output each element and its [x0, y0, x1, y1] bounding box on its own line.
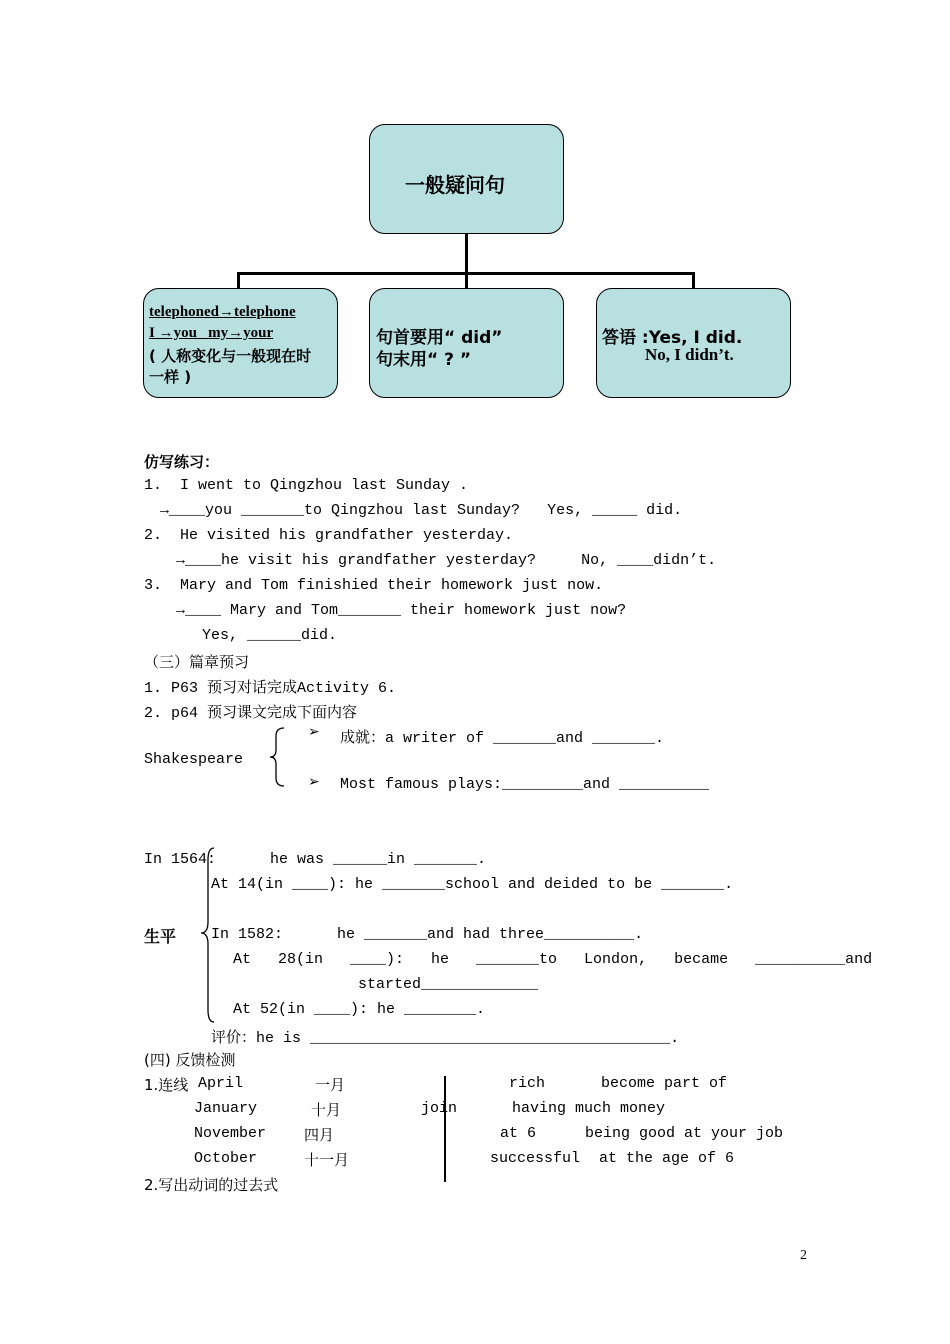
- connector-middle: [465, 272, 468, 289]
- life-line-2: At 14(in ____): he _______school and deided to be _______.: [211, 876, 734, 893]
- practice-line-2: →____you _______to Qingzhou last Sunday? Yes, _____ did.: [160, 502, 683, 519]
- practice-line-7: Yes, ______did.: [202, 627, 338, 644]
- practice-line-4: →____he visit his grandfather yesterday? No, ____didn’t.: [176, 552, 717, 569]
- shakespeare-label: Shakespeare: [144, 751, 244, 768]
- preview-item-2: 2. p64 预习课文完成下面内容: [144, 705, 358, 722]
- phrase-being-good-at-job: being good at your job: [585, 1125, 784, 1142]
- phrase-at-the-age-of-6: at the age of 6: [599, 1150, 735, 1167]
- middle-line-1: 句首要用“ did”: [376, 328, 503, 348]
- bullet-arrow-icon: ➢: [308, 774, 320, 790]
- divider-line: [444, 1076, 446, 1182]
- practice-line-3: 2. He visited his grandfather yesterday.: [144, 527, 514, 544]
- diagram-top-label: 一般疑问句: [405, 173, 505, 197]
- cn-month-4: 十一月: [304, 1151, 350, 1169]
- left-line-3: ( 人称变化与一般现在时: [149, 347, 312, 365]
- connector-right: [692, 272, 695, 289]
- cn-month-2: 十月: [311, 1101, 342, 1119]
- diagram-right-box: [596, 288, 791, 398]
- life-line-6: At 52(in ____): he ________.: [233, 1001, 486, 1018]
- page-number: 2: [800, 1248, 807, 1263]
- phrase-successful: successful: [490, 1150, 581, 1167]
- bullet-2: Most famous plays:_________and __________: [340, 776, 710, 793]
- cn-month-3: 四月: [304, 1126, 335, 1144]
- life-evaluation: 评价：he is ________________________________________.: [211, 1030, 680, 1047]
- feedback-item-2: 2.写出动词的过去式: [144, 1176, 279, 1194]
- month-january: January: [194, 1100, 258, 1117]
- phrase-become-part-of: become part of: [601, 1075, 728, 1092]
- feedback-heading: (四) 反馈检测: [144, 1051, 236, 1069]
- month-april: April: [198, 1075, 244, 1092]
- right-line-1: 答语 :Yes, I did.: [602, 328, 743, 348]
- brace-icon: [268, 726, 288, 788]
- practice-line-6: →____ Mary and Tom_______ their homework just now?: [176, 602, 627, 619]
- diagram-top-box: [369, 124, 564, 234]
- life-line-4: At 28(in ____): he _______to London, became __________and: [233, 951, 873, 968]
- word-join: join: [421, 1100, 458, 1117]
- phrase-at-6: at 6: [500, 1125, 537, 1142]
- life-line-1: In 1564: he was ______in _______.: [144, 851, 487, 868]
- preview-heading: （三）篇章预习: [144, 653, 250, 671]
- left-line-2: I →you my→your: [149, 325, 274, 341]
- month-november: November: [194, 1125, 267, 1142]
- diagram-middle-box: [369, 288, 564, 398]
- life-line-5: started_____________: [358, 976, 539, 993]
- practice-line-5: 3. Mary and Tom finishied their homework just now.: [144, 577, 604, 594]
- connector-vertical-top: [465, 234, 468, 274]
- phrase-having-much-money: having much money: [512, 1100, 666, 1117]
- connector-left: [237, 272, 240, 289]
- left-line-4: 一样 ): [149, 368, 192, 386]
- phrase-rich: rich: [509, 1075, 546, 1092]
- cn-month-1: 一月: [315, 1076, 346, 1094]
- diagram-left-box: [143, 288, 338, 398]
- life-line-3: In 1582: he _______and had three__________.: [211, 926, 644, 943]
- left-line-1: telephoned→telephone: [149, 304, 296, 320]
- bullet-arrow-icon: ➢: [308, 724, 320, 740]
- bullet-1: 成就：a writer of _______and _______.: [340, 730, 665, 747]
- match-title: 1.连线: [144, 1076, 189, 1094]
- preview-item-1: 1. P63 预习对话完成Activity 6.: [144, 680, 397, 697]
- practice-heading: 仿写练习：: [144, 453, 220, 471]
- middle-line-2: 句末用“ ? ”: [376, 350, 472, 370]
- life-label: 生平: [144, 927, 177, 946]
- month-october: October: [194, 1150, 258, 1167]
- right-line-2: No, I didn’t.: [645, 345, 734, 364]
- practice-line-1: 1. I went to Qingzhou last Sunday .: [144, 477, 469, 494]
